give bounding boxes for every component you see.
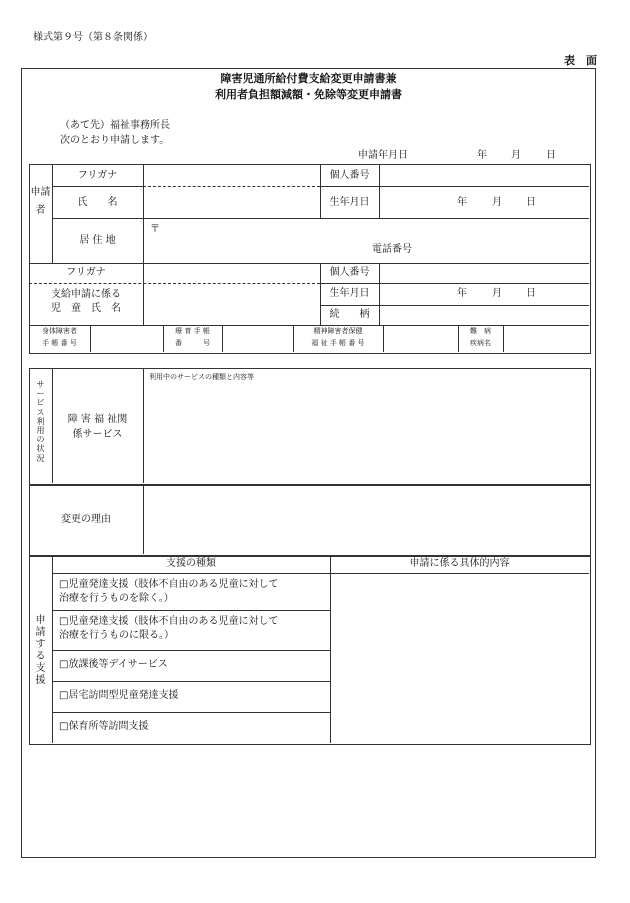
page-side: 表 面 xyxy=(564,54,597,67)
support-type-header: 支援の種類 xyxy=(166,558,216,569)
support-option-5[interactable] xyxy=(59,722,148,732)
applicant-individual-number-label: 個人番号 xyxy=(329,170,370,181)
support-option-4-label: 居宅訪問型児童発達支援 xyxy=(68,690,179,701)
support-option-5-label: 保育所等訪問支援 xyxy=(68,721,149,732)
checkbox-4[interactable]: □ xyxy=(59,690,69,701)
rehab-notebook-label-1: 療 育 手 帳 xyxy=(175,327,210,335)
reason-label: 変更の理由 xyxy=(61,514,111,525)
support-option-3-label: 放課後等デイサービス xyxy=(68,659,168,670)
support-section-label xyxy=(29,615,52,687)
support-option-2-line2: 治療を行うものに限る。） xyxy=(59,630,174,641)
rehab-notebook-label-2: 番 号 xyxy=(175,339,210,347)
support-option-4[interactable] xyxy=(59,691,178,701)
applicant-name-label: 氏 名 xyxy=(77,197,118,208)
child-birth-day: 日 xyxy=(526,288,536,299)
disease-label-2: 疾病名 xyxy=(470,339,491,347)
mental-notebook-label-1: 精神障害者保健 xyxy=(313,327,363,335)
applicant-birth-date-label: 生年月日 xyxy=(329,197,370,208)
checkbox-5[interactable]: □ xyxy=(59,721,69,732)
form-number: 様式第９号（第８条関係） xyxy=(33,32,153,43)
child-furigana-label: フリガナ xyxy=(66,267,106,278)
support-content-header: 申請に係る具体的内容 xyxy=(409,558,510,569)
support-option-2-line1: 児童発達支援（肢体不自由のある児童に対して xyxy=(68,616,279,627)
checkbox-2[interactable]: □ xyxy=(59,616,69,627)
applicant-birth-day: 日 xyxy=(526,197,536,208)
postal-mark: 〒 xyxy=(150,224,160,235)
child-name-label-line2: 児 童 氏 名 xyxy=(51,303,121,314)
applicant-section-label: 申請者 xyxy=(30,187,51,216)
checkbox-1[interactable]: □ xyxy=(59,579,69,590)
phone-label: 電話番号 xyxy=(372,244,412,255)
title-line2: 利用者負担額減額・免除等変更申請書 xyxy=(215,88,402,101)
support-option-2[interactable] xyxy=(59,617,278,627)
child-birth-month: 月 xyxy=(492,288,502,299)
addressee: （あて先）福祉事務所長 xyxy=(60,120,170,131)
application-date-year: 年 xyxy=(477,150,487,161)
application-date-month: 月 xyxy=(511,150,521,161)
support-option-1-line2: 治療を行うものを除く。） xyxy=(59,593,174,604)
service-status-table xyxy=(29,368,591,485)
intro-text: 次のとおり申請します。 xyxy=(60,135,170,146)
applicant-furigana-label: フリガナ xyxy=(77,170,118,181)
support-option-1[interactable] xyxy=(59,580,278,590)
applicant-birth-month: 月 xyxy=(492,197,502,208)
service-label-line2: 係サービス xyxy=(72,429,123,440)
child-birth-year: 年 xyxy=(457,288,467,299)
support-section-text: 申請する支援 xyxy=(35,615,46,686)
application-date-label: 申請年月日 xyxy=(358,150,408,161)
service-status-section-text: サービス利用の状況 xyxy=(36,380,45,463)
physical-notebook-label-2: 手 帳 番 号 xyxy=(42,339,77,347)
title-line1: 障害児通所給付費支給変更申請書兼 xyxy=(220,72,397,85)
applicant-birth-year: 年 xyxy=(457,197,467,208)
disease-label-1: 難 病 xyxy=(470,327,491,335)
child-individual-number-label: 個人番号 xyxy=(329,267,370,278)
child-relationship-label: 続 柄 xyxy=(329,309,370,320)
checkbox-3[interactable]: □ xyxy=(59,659,69,670)
child-name-label-line1: 支給申請に係る xyxy=(51,289,121,300)
service-label-line1: 障 害 福 祉関 xyxy=(67,414,128,425)
service-note: 利用中のサービスの種類と内容等 xyxy=(149,373,254,381)
child-birth-date-label: 生年月日 xyxy=(329,288,370,299)
mental-notebook-label-2: 福 祉 手 帳 番 号 xyxy=(311,339,365,347)
support-option-1-line1: 児童発達支援（肢体不自由のある児童に対して xyxy=(68,579,279,590)
application-date-day: 日 xyxy=(546,150,556,161)
physical-notebook-label-1: 身体障害者 xyxy=(42,327,77,335)
applicant-address-label: 居 住 地 xyxy=(79,235,116,246)
service-status-section-label xyxy=(29,380,52,463)
support-option-3[interactable] xyxy=(59,660,168,670)
